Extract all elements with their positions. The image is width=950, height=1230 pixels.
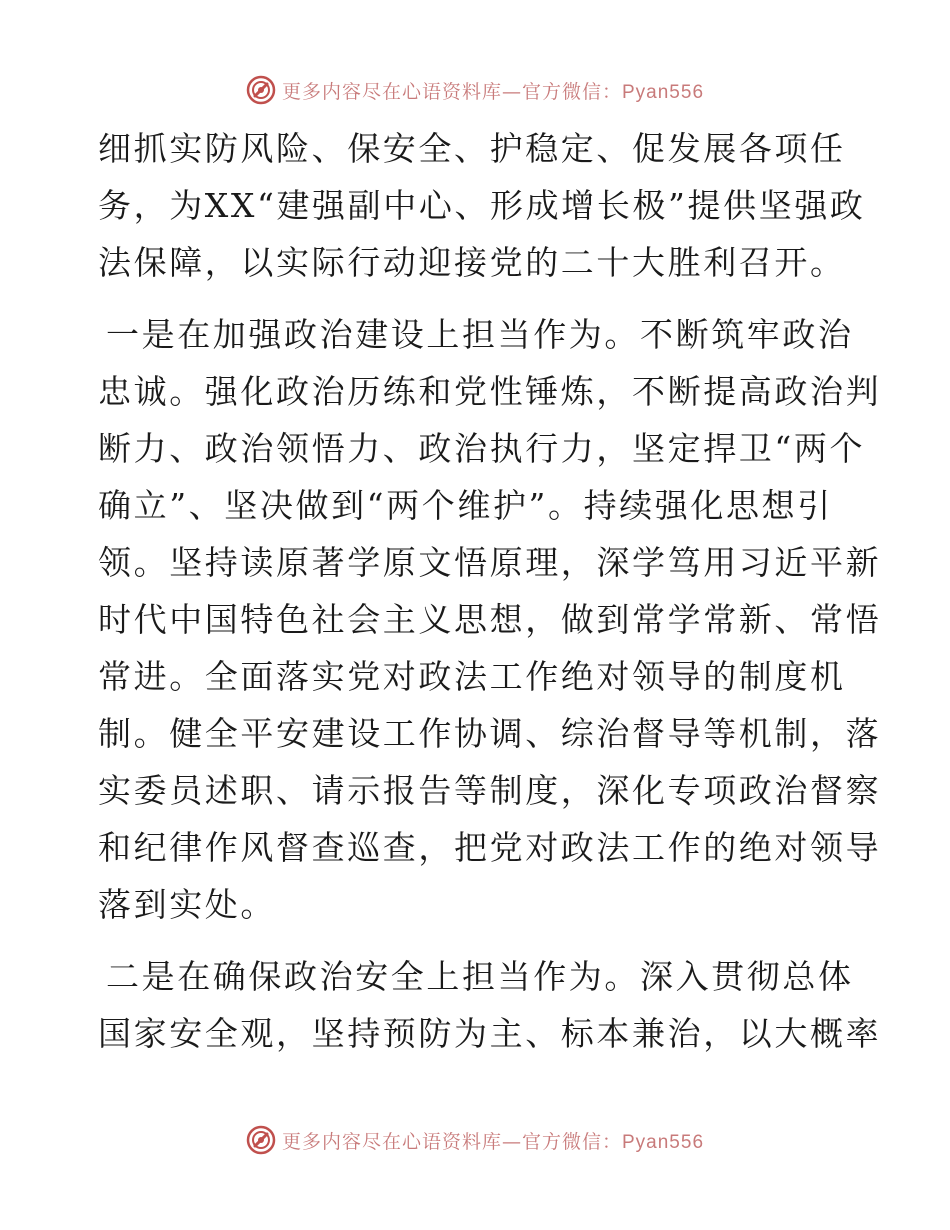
- footer-watermark: [0, 1120, 950, 1160]
- body-text: [98, 120, 882, 1062]
- watermark-text: 更多内容尽在心语资料库—官方微信：Pyan556: [281, 80, 705, 103]
- text-line: 国家安全观，坚持预防为主、标本兼治，以大概率: [98, 1014, 882, 1053]
- watermark-wechat-id: Pyan556: [622, 81, 705, 103]
- text-line: 落到实处。: [98, 885, 276, 924]
- watermark-wechat-id: Pyan556: [622, 1131, 705, 1153]
- text-line: 领。坚持读原著学原文悟原理，深学笃用习近平新: [98, 543, 882, 582]
- text-line: 制。健全平安建设工作协调、综治督导等机制，落: [98, 714, 882, 753]
- text-line: 忠诚。强化政治历练和党性锤炼，不断提高政治判: [98, 372, 882, 411]
- watermark-text: 更多内容尽在心语资料库—官方微信：Pyan556: [281, 1130, 705, 1153]
- seal-logo-icon: [246, 75, 276, 105]
- header-watermark: [0, 70, 950, 110]
- paragraph-3: [98, 948, 882, 1062]
- text-line: 法保障，以实际行动迎接党的二十大胜利召开。: [98, 243, 846, 282]
- text-line: 二是在确保政治安全上担当作为。深入贯彻总体: [106, 957, 854, 996]
- seal-logo-icon: [246, 1125, 276, 1155]
- text-line: 断力、政治领悟力、政治执行力，坚定捍卫“两个: [98, 429, 866, 468]
- paragraph-2: [98, 306, 882, 933]
- paragraph-1: [98, 120, 866, 291]
- text-line: 和纪律作风督查巡查，把党对政法工作的绝对领导: [98, 828, 882, 867]
- text-line: 务，为XX“建强副中心、形成增长极”提供坚强政: [98, 186, 866, 225]
- text-line: 确立”、坚决做到“两个维护”。持续强化思想引: [98, 486, 833, 525]
- text-line: 细抓实防风险、保安全、护稳定、促发展各项任: [98, 129, 846, 168]
- text-line: 一是在加强政治建设上担当作为。不断筑牢政治: [106, 315, 854, 354]
- text-line: 时代中国特色社会主义思想，做到常学常新、常悟: [98, 600, 882, 639]
- text-line: 实委员述职、请示报告等制度，深化专项政治督察: [98, 771, 882, 810]
- text-line: 常进。全面落实党对政法工作绝对领导的制度机: [98, 657, 846, 696]
